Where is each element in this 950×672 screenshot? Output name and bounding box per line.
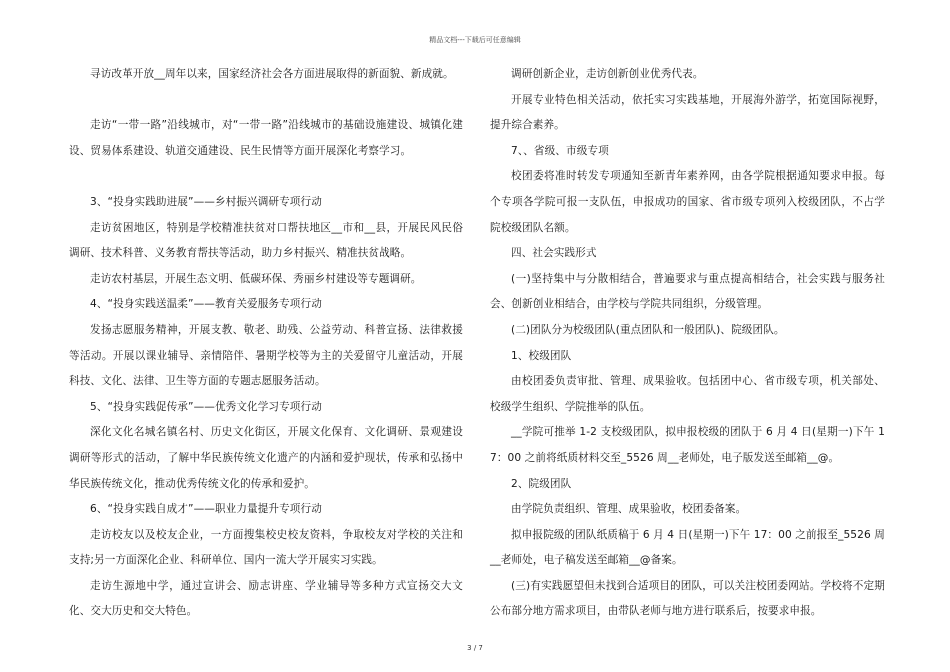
right-column <box>490 62 885 625</box>
paragraph: (三)有实践愿望但未找到合适项目的团队，可以关注校团委网站。学校将不定期公布部分地方需求项目，由带队老师与地方进行联系后，按要求申报。 <box>490 579 885 618</box>
paragraph-gap <box>69 88 463 114</box>
paragraph: 发扬志愿服务精神，开展支教、敬老、助残、公益劳动、科普宣扬、法律救援等活动。开展以课业辅导、亲情陪伴、暑期学校等为主的关爱留守儿童活动，开展科技、文化、法律、卫生等方面的专题志愿服务活动。 <box>69 323 463 388</box>
section-heading: 四、社会实践形式 <box>511 247 597 260</box>
section-heading: 2、院级团队 <box>511 477 572 490</box>
paragraph: (一)坚持集中与分散相结合，普遍要求与重点提高相结合，社会实践与服务社会、创新创业相结合，由学校与学院共同组织，分级管理。 <box>490 272 885 311</box>
paragraph: 走访“一带一路”沿线城市，对“一带一路”沿线城市的基础设施建设、城镇化建设、贸易体系建设、轨道交通建设、民生民情等方面开展深化考察学习。 <box>69 119 463 157</box>
paragraph: 走访生源地中学，通过宣讲会、励志讲座、学业辅导等多种方式宣扬交大文化、交大历史和交大特色。 <box>69 579 463 618</box>
left-column <box>69 62 463 625</box>
paragraph: 深化文化名城名镇名村、历史文化街区，开展文化保育、文化调研、景观建设调研等形式的活动，了解中华民族传统文化遗产的内涵和爱护现状，传承和弘扬中华民族传统文化，推动优秀传统文化的传承和爱护。 <box>69 426 463 490</box>
paragraph: __学院可推举 1-2 支校级团队，拟申报校级的团队于 6 月 4 日(星期一)下午 17：00 之前将纸质材料交至_5526 周__老师处，电子版发送至邮箱__@。 <box>490 426 885 464</box>
paragraph: 走访农村基层，开展生态文明、低碳环保、秀丽乡村建设等专题调研。 <box>90 272 422 285</box>
paragraph: 由校团委负责审批、管理、成果验收。包括团中心、省市级专项，机关部处、校级学生组织、学院推举的队伍。 <box>490 375 885 413</box>
section-heading: 7、、省级、市级专项 <box>511 144 609 157</box>
paragraph: 寻访改革开放__周年以来，国家经济社会各方面进展取得的新面貌、新成就。 <box>90 68 454 80</box>
paragraph: (二)团队分为校级团队(重点团队和一般团队)、院级团队。 <box>511 323 785 336</box>
paragraph: 走访校友以及校友企业，一方面搜集校史校友资料，争取校友对学校的关注和支持;另一方面深化企业、科研单位、国内一流大学开展实习实践。 <box>69 528 463 567</box>
section-heading: 3、“投身实践助进展”——乡村振兴调研专项行动 <box>90 195 322 208</box>
paragraph: 调研创新企业，走访创新创业优秀代表。 <box>511 68 704 80</box>
paragraph-gap <box>69 164 463 190</box>
page-header: 精品文档---下载后可任意编辑 <box>429 36 521 44</box>
section-heading: 5、“投身实践促传承”——优秀文化学习专项行动 <box>90 400 322 413</box>
section-heading: 6、“投身实践自成才”——职业力量提升专项行动 <box>90 503 322 516</box>
paragraph: 校团委将准时转发专项通知至新青年素养网，由各学院根据通知要求申报。每个专项各学院可报一支队伍，申报成功的国家、省市级专项列入校级团队，不占学院校级团队名额。 <box>490 170 885 234</box>
paragraph: 开展专业特色相关活动，依托实习实践基地，开展海外游学，拓宽国际视野，提升综合素养。 <box>490 93 885 132</box>
paragraph: 由学院负责组织、管理、成果验收，校团委备案。 <box>511 503 747 516</box>
section-heading: 1、校级团队 <box>511 349 572 362</box>
page-number: 3 / 7 <box>467 644 483 652</box>
section-heading: 4、“投身实践送温柔”——教育关爱服务专项行动 <box>90 298 322 311</box>
paragraph: 拟申报院级的团队纸质稿于 6 月 4 日(星期一)下午 17：00 之前报至_5526 周__老师处，电子稿发送至邮箱__@备案。 <box>490 528 885 567</box>
paragraph: 走访贫困地区，特别是学校精准扶贫对口帮扶地区__市和__县，开展民风民俗调研、技术科普、义务教育帮扶等活动，助力乡村振兴、精准扶贫战略。 <box>69 221 463 260</box>
